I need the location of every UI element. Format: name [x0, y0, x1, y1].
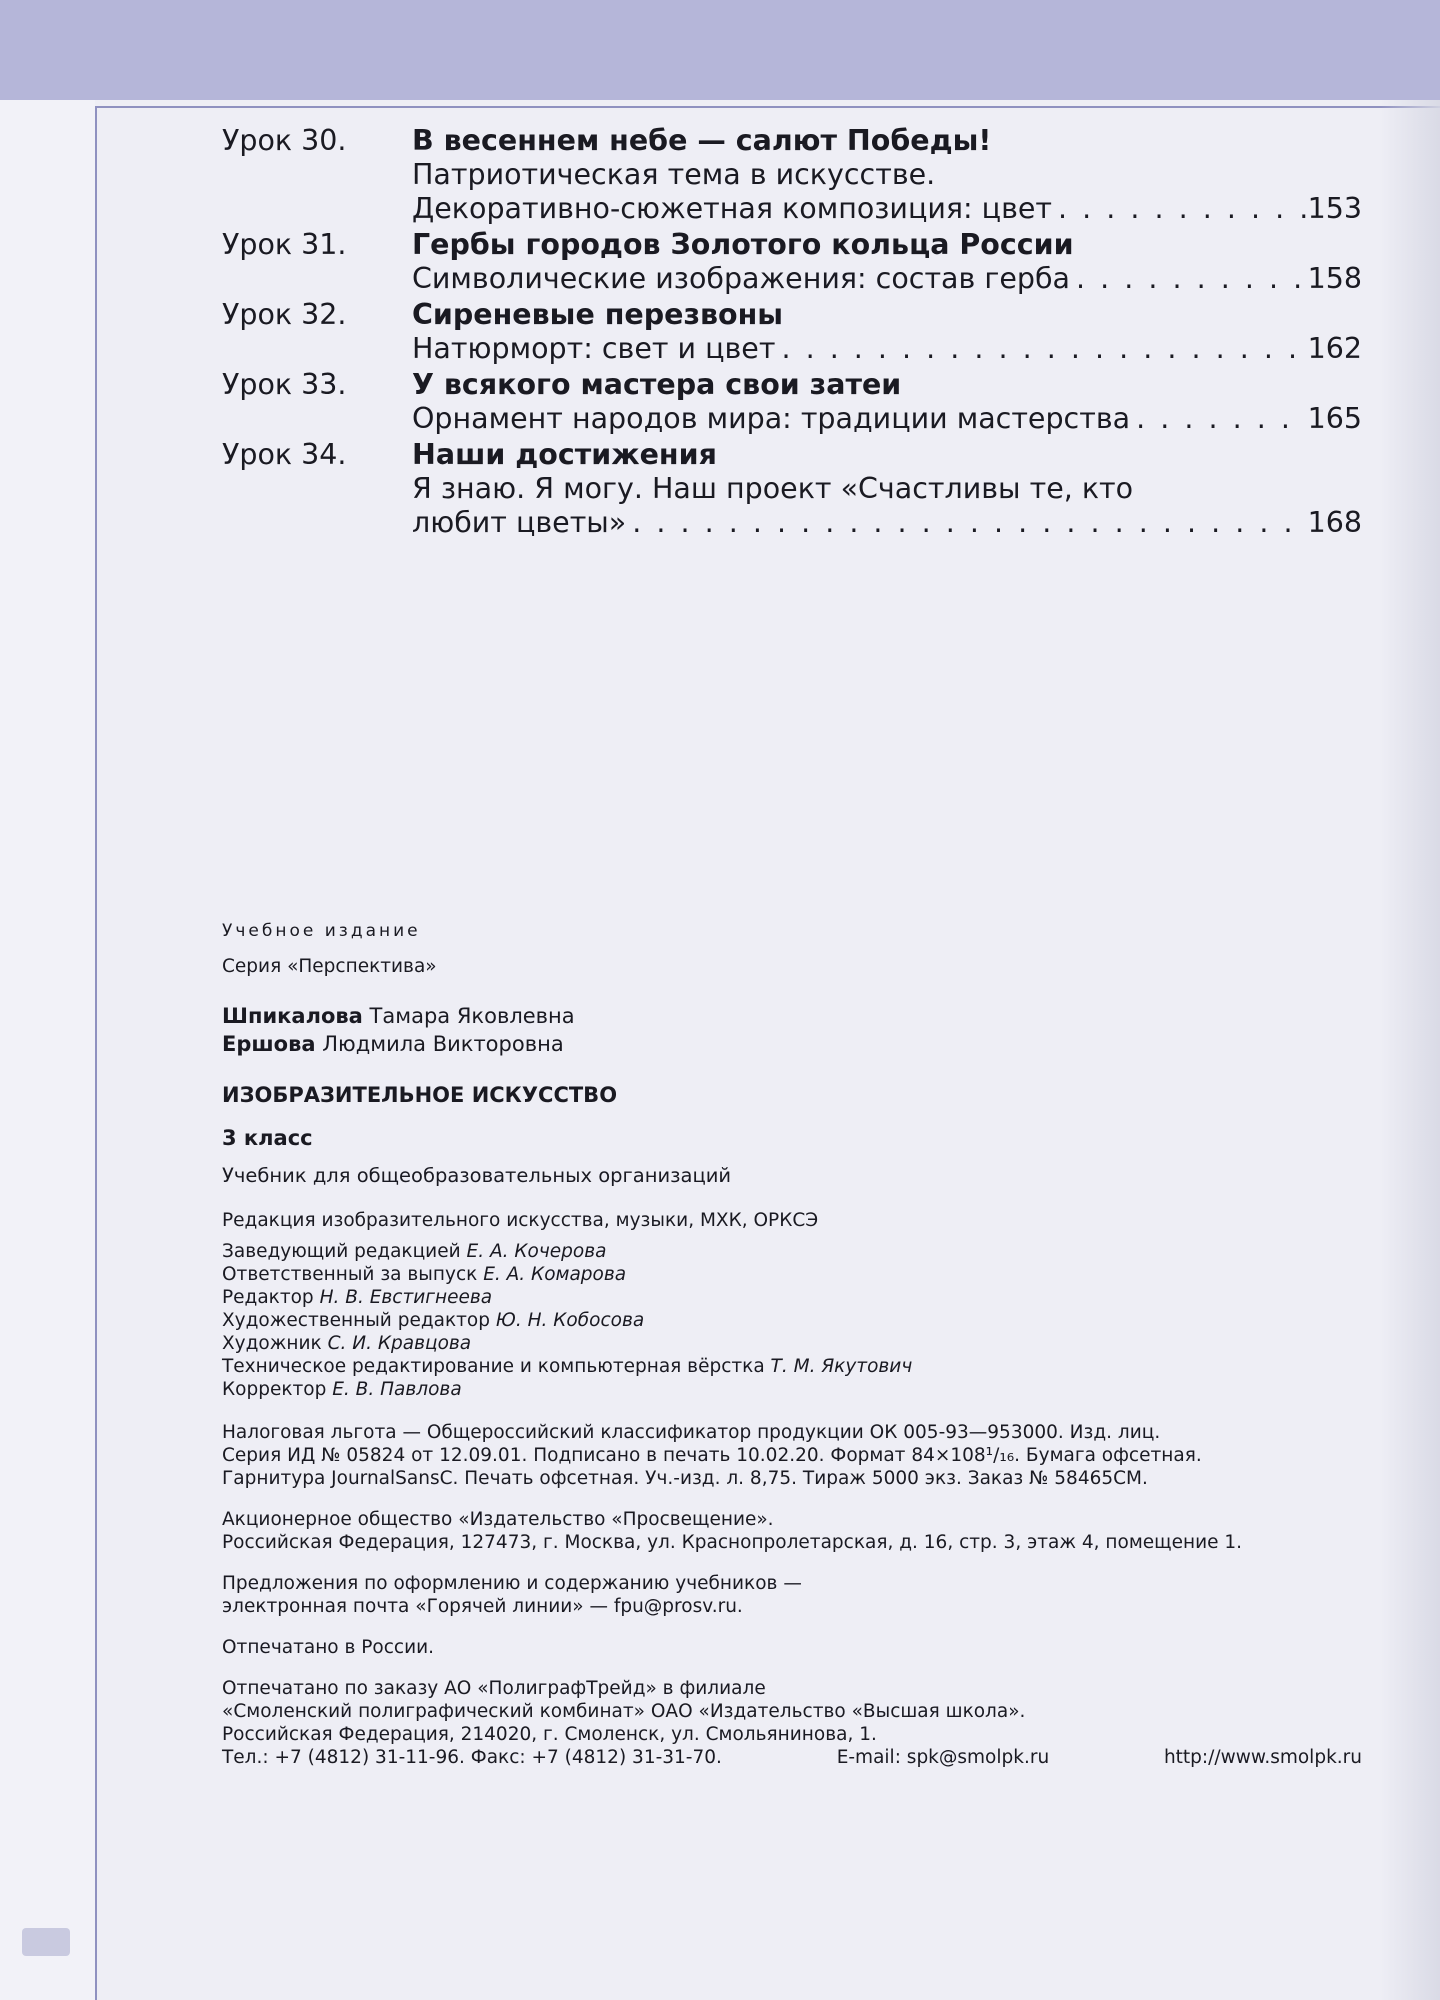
tax-info	[222, 1421, 1372, 1490]
staff-role: Заведующий редакцией	[222, 1241, 461, 1262]
staff-name: Т. М. Якутович	[770, 1356, 913, 1377]
toc-row	[222, 124, 1362, 158]
author-line	[222, 1030, 1372, 1058]
author-name: Людмила Викторовна	[322, 1032, 564, 1056]
staff-role: Ответственный за выпуск	[222, 1264, 478, 1285]
toc-line-text: Сиреневые перезвоны	[412, 298, 784, 331]
staff-line	[222, 1240, 1372, 1263]
book-title: ИЗОБРАЗИТЕЛЬНОЕ ИСКУССТВО	[222, 1083, 618, 1107]
toc-row	[222, 332, 1362, 366]
toc-line-text: Натюрморт: свет и цвет	[412, 332, 776, 365]
dot-leader	[1130, 402, 1307, 436]
lesson-title	[412, 228, 1362, 262]
lesson-label: Урок 30.	[222, 124, 347, 157]
dot-leader	[626, 506, 1307, 540]
proposals-info	[222, 1572, 1372, 1618]
tax-line: Налоговая льгота — Общероссийский классификатор продукции ОК 005-93—953000. Изд. лиц.	[222, 1422, 1161, 1443]
toc-row	[222, 368, 1362, 402]
toc-row	[222, 438, 1362, 472]
author-line	[222, 1002, 1372, 1030]
toc-row	[222, 158, 1362, 192]
printer-line: Отпечатано по заказу АО «ПолиграфТрейд» в филиале	[222, 1678, 766, 1699]
left-margin-band	[0, 100, 95, 2000]
toc-row	[222, 298, 1362, 332]
staff-role: Художник	[222, 1333, 322, 1354]
toc-row	[222, 472, 1362, 506]
staff-name: Е. А. Комарова	[483, 1264, 627, 1285]
lesson-label: Урок 32.	[222, 298, 347, 331]
publisher-info	[222, 1508, 1372, 1554]
toc-line-text: У всякого мастера свои затеи	[412, 368, 902, 401]
publisher-line: Российская Федерация, 127473, г. Москва, ул. Краснопролетарская, д. 16, стр. 3, этаж 4, помещение 1.	[222, 1532, 1243, 1553]
dot-leader	[1070, 262, 1308, 296]
phone-fax: Тел.: +7 (4812) 31-11-96. Факс: +7 (4812) 31-31-70.	[222, 1747, 722, 1768]
staff-name: С. И. Кравцова	[327, 1333, 472, 1354]
staff-name: Н. В. Евстигнеева	[319, 1287, 493, 1308]
lesson-title	[412, 438, 1362, 472]
email-link[interactable]: E-mail: spk@smolpk.ru	[836, 1747, 1050, 1768]
staff-line	[222, 1263, 1372, 1286]
page-number: 165	[1307, 402, 1362, 435]
staff-line	[222, 1332, 1372, 1355]
tax-line: Серия ИД № 05824 от 12.09.01. Подписано в печать 10.02.20. Формат 84×108¹/₁₆. Бумага офсетная.	[222, 1445, 1202, 1466]
lesson-title	[412, 368, 1362, 402]
dot-leader	[1052, 192, 1308, 226]
editorial-office: Редакция изобразительного искусства, музыки, МХК, ОРКСЭ	[222, 1210, 819, 1231]
author-surname: Ершова	[222, 1032, 316, 1056]
lesson-topic	[412, 262, 1362, 296]
printer-info	[222, 1677, 1372, 1769]
printer-line: Российская Федерация, 214020, г. Смоленск, ул. Смольянинова, 1.	[222, 1724, 877, 1745]
lesson-title	[412, 298, 1362, 332]
lesson-topic	[412, 192, 1362, 226]
page-corner-mark	[22, 1928, 70, 1956]
authors	[222, 1002, 1372, 1058]
lesson-title	[412, 124, 1362, 158]
imprint	[222, 920, 1372, 1769]
staff-line	[222, 1309, 1372, 1332]
lesson-topic	[412, 332, 1362, 366]
toc-line-text: любит цветы»	[412, 506, 627, 539]
toc-line-text: Я знаю. Я могу. Наш проект «Счастливы те, кто	[412, 472, 1134, 505]
author-surname: Шпикалова	[222, 1004, 363, 1028]
printed-in: Отпечатано в России.	[222, 1637, 435, 1658]
proposals-line: электронная почта «Горячей линии» — fpu@prosv.ru.	[222, 1596, 743, 1617]
publisher-line: Акционерное общество «Издательство «Просвещение».	[222, 1509, 774, 1530]
site-link[interactable]: http://www.smolpk.ru	[1163, 1747, 1362, 1768]
staff-line	[222, 1286, 1372, 1309]
textbook-for: Учебник для общеобразовательных организаций	[222, 1164, 732, 1187]
toc-line-text: Символические изображения: состав герба	[412, 262, 1071, 295]
staff-line	[222, 1378, 1372, 1401]
staff-role: Техническое редактирование и компьютерная вёрстка	[222, 1356, 765, 1377]
lesson-label: Урок 31.	[222, 228, 347, 261]
lesson-topic	[412, 506, 1362, 540]
staff-line	[222, 1355, 1372, 1378]
staff-name: Е. В. Павлова	[332, 1379, 462, 1400]
side-rule	[95, 106, 97, 2000]
toc-line-text: Патриотическая тема в искусстве.	[412, 158, 936, 191]
staff-name: Е. А. Кочерова	[466, 1241, 607, 1262]
toc-line-text: Наши достижения	[412, 438, 717, 471]
page-edge-shadow	[1380, 100, 1440, 2000]
page-number: 158	[1307, 262, 1362, 295]
page-number: 168	[1307, 506, 1362, 539]
staff-role: Корректор	[222, 1379, 327, 1400]
lesson-label: Урок 33.	[222, 368, 347, 401]
series: Серия «Перспектива»	[222, 956, 437, 977]
printer-line: «Смоленский полиграфический комбинат» ОАО «Издательство «Высшая школа».	[222, 1701, 1026, 1722]
staff-list	[222, 1240, 1372, 1401]
tax-line: Гарнитура JournalSansC. Печать офсетная. Уч.-изд. л. 8,75. Тираж 5000 экз. Заказ № 58465СМ.	[222, 1468, 1148, 1489]
lesson-topic	[412, 158, 1362, 192]
book-grade: 3 класс	[222, 1126, 313, 1150]
staff-role: Художественный редактор	[222, 1310, 490, 1331]
page-number: 153	[1307, 192, 1362, 225]
lesson-topic	[412, 472, 1362, 506]
toc-line-text: Декоративно-сюжетная композиция: цвет	[412, 192, 1053, 225]
toc-row	[222, 262, 1362, 296]
lesson-label: Урок 34.	[222, 438, 347, 471]
dot-leader	[775, 332, 1307, 366]
toc-row	[222, 402, 1362, 436]
edition-label: Учебное издание	[222, 921, 421, 941]
toc-line-text: Гербы городов Золотого кольца России	[412, 228, 1074, 261]
toc-line-text: Орнамент народов мира: традиции мастерства	[412, 402, 1131, 435]
staff-name: Ю. Н. Кобосова	[495, 1310, 645, 1331]
table-of-contents	[222, 124, 1362, 540]
toc-row	[222, 228, 1362, 262]
author-name: Тамара Яковлевна	[369, 1004, 575, 1028]
proposals-line: Предложения по оформлению и содержанию учебников —	[222, 1573, 802, 1594]
toc-row	[222, 192, 1362, 226]
lesson-topic	[412, 402, 1362, 436]
header-band	[0, 0, 1440, 100]
toc-line-text: В весеннем небе — салют Победы!	[412, 124, 992, 157]
page-number: 162	[1307, 332, 1362, 365]
staff-role: Редактор	[222, 1287, 314, 1308]
toc-row	[222, 506, 1362, 540]
top-rule	[95, 106, 1440, 108]
contacts-row	[222, 1746, 1362, 1769]
